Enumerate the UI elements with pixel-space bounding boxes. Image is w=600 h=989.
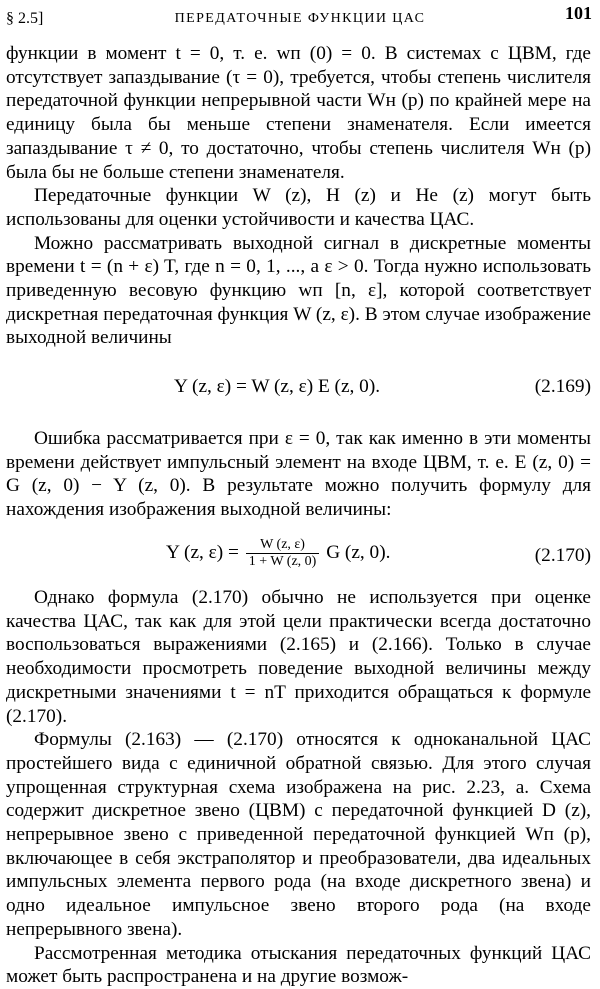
text-block-1 [6,42,591,350]
paragraph: Формулы (2.163) — (2.170) относятся к одноканальной ЦАС простейшего вида с единичной обратной связью. Для этого случая упрощенная структурная схема изображена на рис. 2.23, а. Схема содержит дискретное звено (ЦВМ) с передаточной функцией D (z), непрерывное звено с приведенной передаточной функцией Wп (p), включающее в себя экстраполятор и преобразователи, два идеальных импульсных элемента первого рода (на входе дискретного звена) и одно идеальное импульсное звено второго рода (на входе непрерывного звена). [6,729,591,940]
running-title: ПЕРЕДАТОЧНЫЕ ФУНКЦИИ ЦАС [174,11,426,26]
equation-lhs: Y (z, ε) = [166,541,239,563]
equation-number: (2.169) [534,376,591,397]
fraction-denominator: 1 + W (z, 0) [246,553,320,570]
paragraph: Можно рассматривать выходной сигнал в дискретные моменты времени t = (n + ε) T, где n = 0, 1, ..., а ε > 0. Тогда нужно использовать приведенную весовую функцию wп [n, ε], которой соответствует дискретная передаточная функция W (z, ε). В этом случае изображение выходной величины [6,232,591,349]
paragraph: Передаточные функции W (z), H (z) и He (z) могут быть использованы для оценки устойчивости и качества ЦАС. [6,185,591,230]
page-header [0,0,600,34]
equation-expression [166,537,390,570]
equation-rhs: G (z, 0). [326,541,391,563]
section-reference: § 2.5] [6,10,44,27]
equation-number: (2.170) [534,545,591,566]
page-number: 101 [565,3,592,23]
paragraph: Однако формула (2.170) обычно не используется при оценке качества ЦАС, так как для этой цели практически всегда достаточно воспользоваться выражениями (2.165) и (2.166). Только в случае необходимости просмотреть поведение выходной величины между дискретными значениями t = nT приходится обращаться к формуле (2.170). [6,587,591,727]
paragraph: Ошибка рассматривается при ε = 0, так как именно в эти моменты времени действует импульсный элемент на входе ЦВМ, т. е. E (z, 0) = G (z, 0) − Y (z, 0). В результате можно получить формулу для нахождения изображения выходной величины: [6,428,591,521]
equation-expression: Y (z, ε) = W (z, ε) E (z, 0). [174,376,381,397]
text-block-2 [6,427,591,522]
equation-fraction [246,537,320,570]
equation-2-169 [6,376,591,404]
fraction-numerator: W (z, ε) [260,537,305,552]
paragraph: функции в момент t = 0, т. е. wп (0) = 0. В системах с ЦВМ, где отсутствует запаздывание (τ = 0), требуется, чтобы степень числителя передаточной функции непрерывной части Wн (p) по крайней мере на единицу была бы меньше степени знаменателя. Если имеется запаздывание τ ≠ 0, то достаточно, чтобы степень числителя Wн (p) была бы не больше степени знаменателя. [6,43,591,183]
text-block-3 [6,586,591,989]
equation-2-170 [6,533,591,577]
paragraph: Рассмотренная методика отыскания передаточных функций ЦАС может быть распространена и на другие возмож- [6,942,591,988]
